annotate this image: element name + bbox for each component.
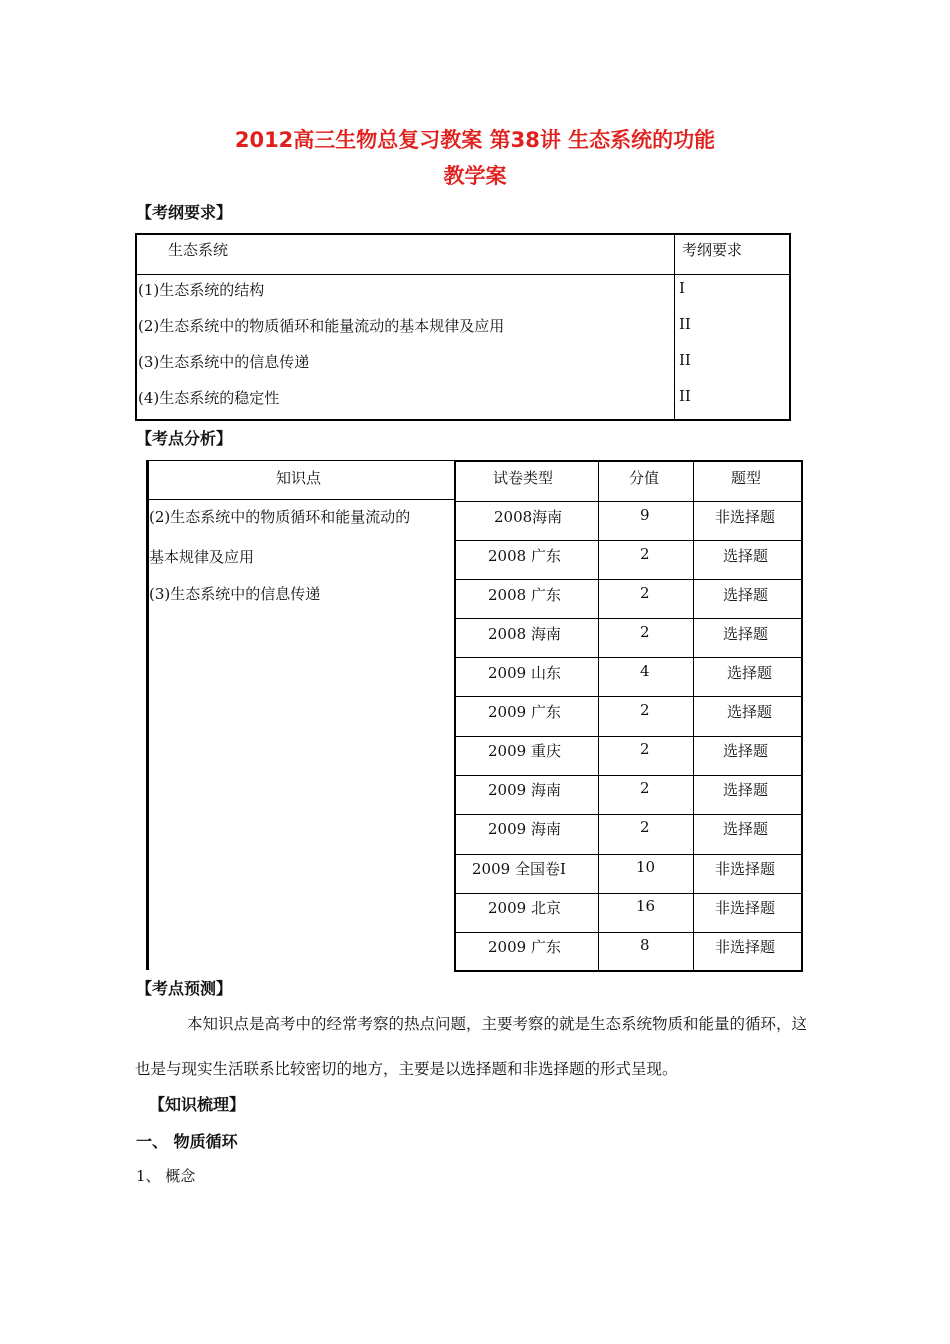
analysis-row-paper: 2009 海南 <box>488 781 561 799</box>
analysis-row-score: 4 <box>640 662 650 680</box>
analysis-row-score: 2 <box>640 545 650 563</box>
analysis-row-paper: 2009 北京 <box>488 899 561 917</box>
analysis-row-type: 选择题 <box>723 742 769 760</box>
analysis-row-score: 2 <box>640 740 650 758</box>
section-heading-outline: 【考纲要求】 <box>136 203 233 222</box>
analysis-row-score: 2 <box>640 623 650 641</box>
requirements-row-level: II <box>679 351 691 369</box>
subsection-item-concept: 1、 概念 <box>136 1167 196 1185</box>
analysis-row-score: 16 <box>636 897 656 915</box>
analysis-row-type: 非选择题 <box>715 938 776 956</box>
analysis-row-paper: 2009 全国卷Ⅰ <box>472 860 566 878</box>
analysis-row-type: 选择题 <box>723 547 769 565</box>
analysis-row-type: 选择题 <box>727 664 773 682</box>
requirements-row-level: II <box>679 387 691 405</box>
requirements-row-level: II <box>679 315 691 333</box>
analysis-knowledge-line: 基本规律及应用 <box>149 548 255 566</box>
analysis-row-score: 10 <box>636 858 656 876</box>
section-heading-forecast: 【考点预测】 <box>136 979 233 998</box>
section-heading-knowledge: 【知识梳理】 <box>149 1095 246 1114</box>
requirements-row-item: (4)生态系统的稳定性 <box>138 389 280 407</box>
analysis-knowledge-line: (2)生态系统中的物质循环和能量流动的 <box>149 508 411 526</box>
requirements-row-level: I <box>679 279 685 297</box>
analysis-row-paper: 2008海南 <box>494 508 563 526</box>
analysis-table-knowledge-column <box>146 460 455 970</box>
analysis-row-type: 非选择题 <box>715 899 776 917</box>
analysis-row-score: 2 <box>640 779 650 797</box>
analysis-row-type: 非选择题 <box>715 508 776 526</box>
analysis-row-score: 8 <box>640 936 650 954</box>
analysis-row-score: 2 <box>640 584 650 602</box>
analysis-header-knowledge: 知识点 <box>276 469 322 487</box>
document-title: 2012高三生物总复习教案 第38讲 生态系统的功能 <box>234 128 716 152</box>
analysis-header-score: 分值 <box>629 469 660 487</box>
analysis-header-type: 题型 <box>731 469 762 487</box>
analysis-row-type: 选择题 <box>723 625 769 643</box>
document-subtitle: 教学案 <box>443 164 507 188</box>
analysis-row-paper: 2009 重庆 <box>488 742 561 760</box>
requirements-header-system: 生态系统 <box>168 241 229 259</box>
analysis-row-paper: 2009 广东 <box>488 703 561 721</box>
section-heading-analysis: 【考点分析】 <box>136 429 233 448</box>
requirements-header-level: 考纲要求 <box>682 241 743 259</box>
analysis-row-paper: 2008 海南 <box>488 625 561 643</box>
analysis-row-type: 选择题 <box>723 820 769 838</box>
analysis-row-type: 选择题 <box>723 781 769 799</box>
requirements-row-item: (2)生态系统中的物质循环和能量流动的基本规律及应用 <box>138 317 505 335</box>
analysis-row-paper: 2009 山东 <box>488 664 561 682</box>
analysis-row-type: 非选择题 <box>715 860 776 878</box>
analysis-row-paper: 2009 广东 <box>488 938 561 956</box>
analysis-row-paper: 2008 广东 <box>488 547 561 565</box>
forecast-paragraph: 本知识点是高考中的经常考察的热点问题，主要考察的就是生态系统物质和能量的循环，这也是与现实生活联系比较密切的地方，主要是以选择题和非选择题的形式呈现。 <box>135 1015 808 1078</box>
requirements-row-item: (1)生态系统的结构 <box>138 281 265 299</box>
analysis-row-paper: 2008 广东 <box>488 586 561 604</box>
analysis-row-type: 选择题 <box>723 586 769 604</box>
analysis-row-score: 9 <box>640 506 650 524</box>
analysis-knowledge-line: (3)生态系统中的信息传递 <box>149 585 321 603</box>
analysis-row-score: 2 <box>640 701 650 719</box>
subsection-heading-material-cycle: 一、 物质循环 <box>136 1132 238 1151</box>
analysis-row-paper: 2009 海南 <box>488 820 561 838</box>
analysis-row-type: 选择题 <box>727 703 773 721</box>
analysis-row-score: 2 <box>640 818 650 836</box>
requirements-row-item: (3)生态系统中的信息传递 <box>138 353 310 371</box>
analysis-header-paper: 试卷类型 <box>493 469 554 487</box>
